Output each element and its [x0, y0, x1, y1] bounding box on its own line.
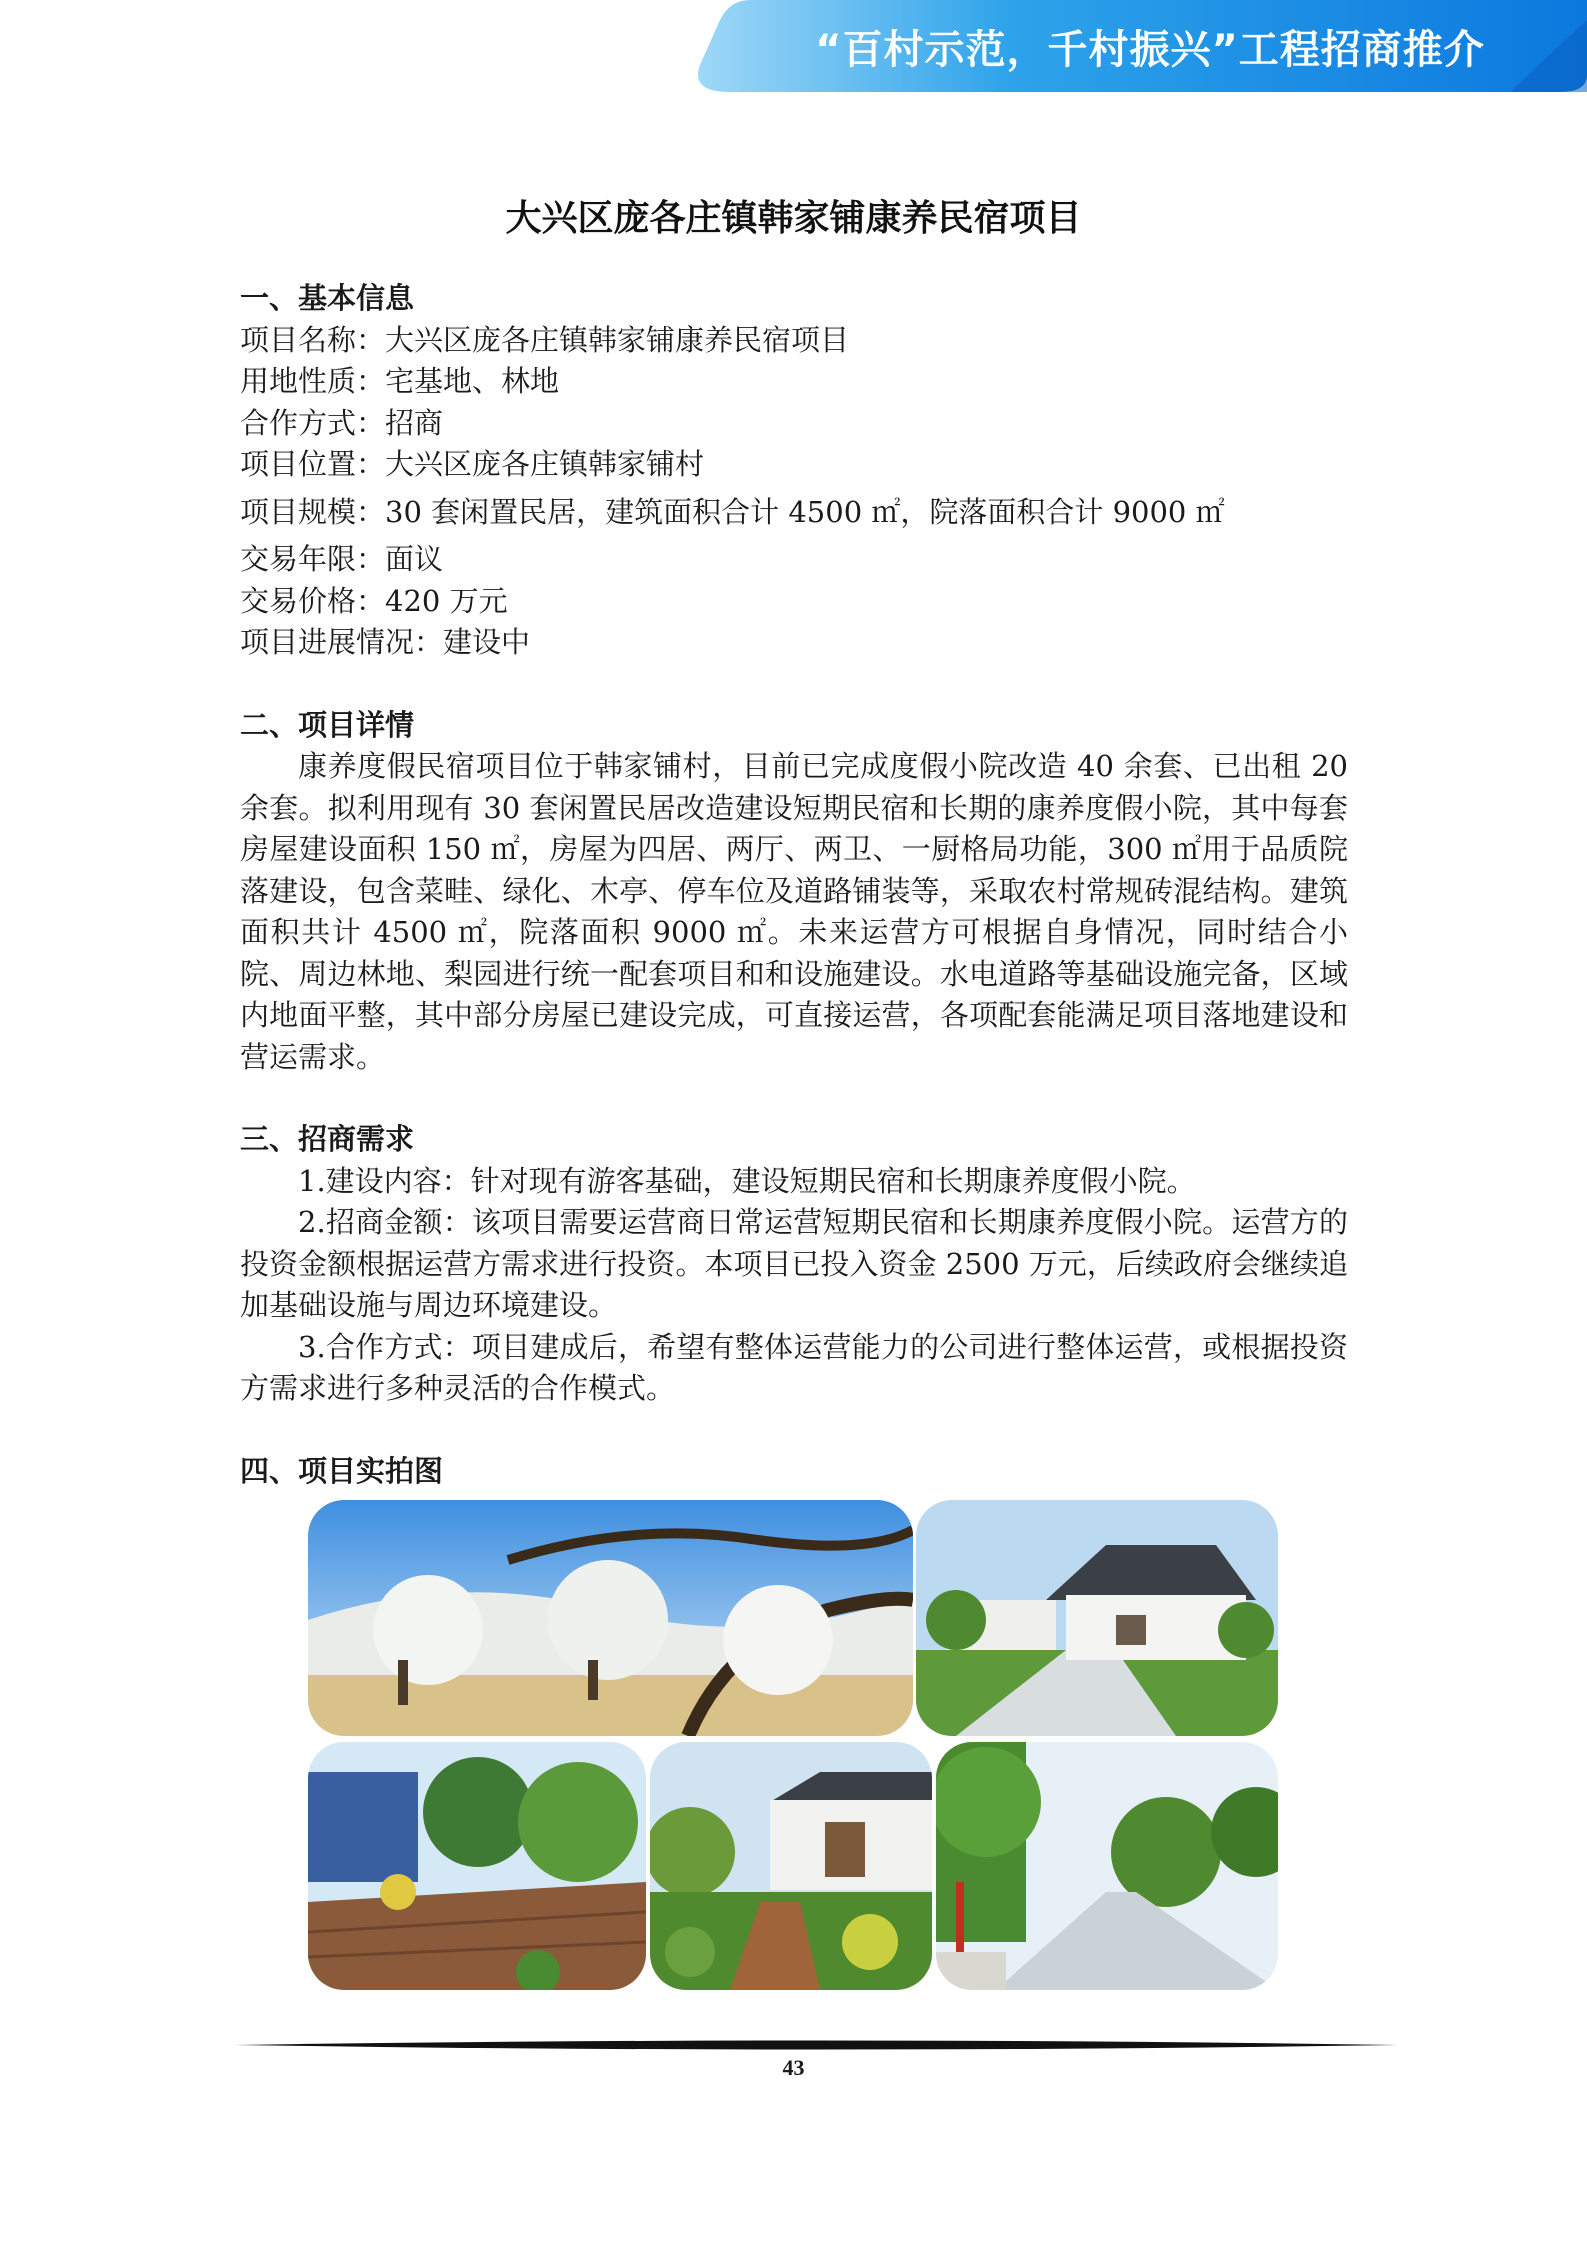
requirement-item-3: 3.合作方式：项目建成后，希望有整体运营能力的公司进行整体运营，或根据投资方需求进行多种灵活的合作模式。	[240, 1329, 1348, 1405]
info-line-term: 交易年限：面议	[240, 542, 444, 576]
section-heading-basic-info: 一、基本信息	[240, 281, 415, 315]
photo-deck-garden	[308, 1742, 646, 1990]
footer-divider	[235, 2038, 1400, 2052]
page-number: 43	[782, 2055, 805, 2080]
photo-tree-lined-road	[936, 1742, 1278, 1990]
info-line-price: 交易价格：420 万元	[240, 583, 508, 618]
photo-gallery	[308, 1500, 1278, 1990]
photo-house-boardwalk	[650, 1742, 932, 1990]
info-line-location: 项目位置：大兴区庞各庄镇韩家铺村	[240, 447, 705, 481]
photo-pear-orchard	[308, 1500, 913, 1736]
requirement-item-2: 2.招商金额：该项目需要运营商日常运营短期民宿和长期康养度假小院。运营方的投资金额根据运营方需求进行投资。本项目已投入资金 2500 万元，后续政府会继续追加基础设施与周边环境建设。	[240, 1205, 1348, 1322]
photo-courtyard-house	[916, 1500, 1278, 1736]
details-paragraph: 康养度假民宿项目位于韩家铺村，目前已完成度假小院改造 40 余套、已出租 20 余套。拟利用现有 30 套闲置民居改造建设短期民宿和长期的康养度假小院，其中每套房屋建设面积 150 ㎡，房屋为四居、两厅、两卫、一厨格局功能，300 ㎡用于品质院落建设，包含菜畦、绿化、木亭、停车位及道路铺装等，采取农村常规砖混结构。建筑面积共计 4500 ㎡，院落面积 9000 ㎡。未来运营方可根据自身情况，同时结合小院、周边林地、梨园进行统一配套项目和和设施建设。水电道路等基础设施完备，区域内地面平整，其中部分房屋已建设完成，可直接运营，各项配套能满足项目落地建设和营运需求。	[240, 749, 1348, 1074]
document-body	[240, 278, 1348, 1492]
banner-title: “百村示范，千村振兴”工程招商推介	[815, 27, 1485, 73]
info-line-cooperation: 合作方式：招商	[240, 405, 444, 440]
page-title: 大兴区庞各庄镇韩家铺康养民宿项目	[505, 197, 1082, 239]
requirement-item-1: 1.建设内容：针对现有游客基础，建设短期民宿和长期康养度假小院。	[298, 1163, 1196, 1198]
header-banner	[690, 0, 1587, 95]
info-line-scale: 项目规模：30 套闲置民居，建筑面积合计 4500 ㎡，院落面积合计 9000 ㎡	[240, 494, 1225, 529]
info-line-land-use: 用地性质：宅基地、林地	[240, 364, 560, 398]
info-line-progress: 项目进展情况：建设中	[240, 625, 531, 659]
section-heading-requirements: 三、招商需求	[240, 1122, 415, 1156]
section-heading-photos: 四、项目实拍图	[240, 1453, 444, 1488]
info-line-name: 项目名称：大兴区庞各庄镇韩家铺康养民宿项目	[240, 322, 850, 357]
section-heading-details: 二、项目详情	[240, 707, 415, 742]
